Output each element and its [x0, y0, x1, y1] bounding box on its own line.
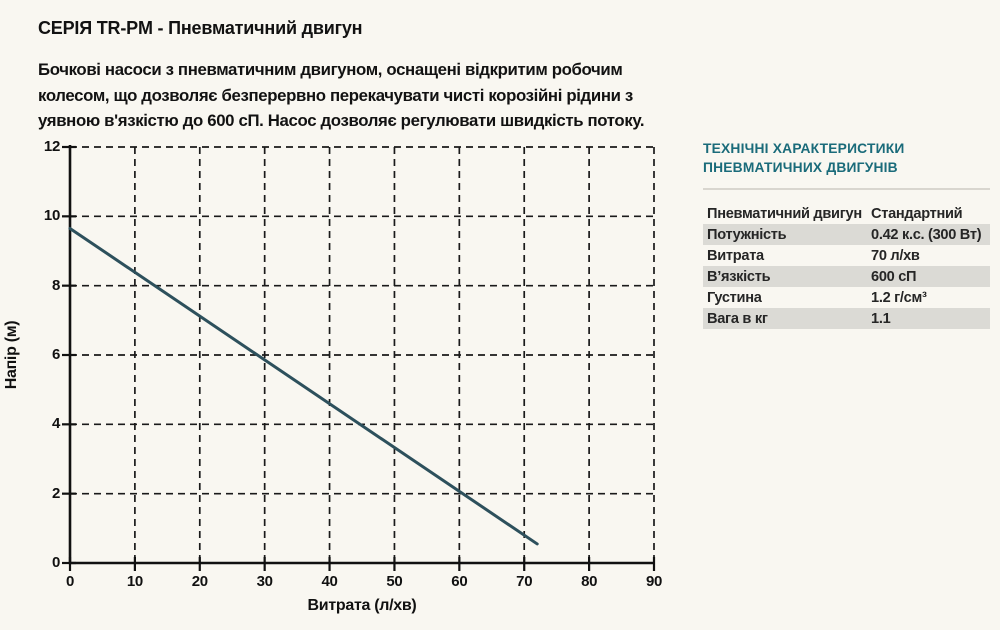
chart-canvas [70, 147, 654, 563]
spec-label: Потужність [707, 226, 787, 243]
product-description: Бочкові насоси з пневматичним двигуном, оснащені відкритим робочим колесом, що дозволяє безперервно перекачувати чисті корозійні рідини з уявною в'язкістю до 600 сП. Насос дозволяє регулювати швидкість потоку. [38, 60, 645, 131]
x-tick-label: 40 [321, 573, 338, 590]
spec-row [703, 203, 990, 224]
spec-row [703, 224, 990, 245]
y-tick-label: 6 [51, 346, 60, 363]
performance-chart [3, 138, 663, 614]
specs-divider [703, 188, 990, 190]
x-tick-label: 20 [191, 573, 208, 590]
y-tick-label: 8 [51, 276, 60, 294]
specs-heading-line2: ПНЕВМАТИЧНИХ ДВИГУНІВ [703, 160, 898, 175]
spec-value: 1.1 [871, 310, 891, 327]
spec-row [703, 308, 990, 329]
spec-row [703, 245, 990, 266]
spec-row [703, 287, 990, 308]
specs-heading [703, 139, 990, 177]
specs-heading-line1: ТЕХНІЧНІ ХАРАКТЕРИСТИКИ [703, 141, 905, 156]
y-tick-label: 10 [43, 207, 60, 225]
x-tick-label: 80 [581, 573, 598, 590]
x-tick-label: 10 [126, 573, 143, 590]
spec-value: 600 сП [871, 268, 917, 285]
spec-label: Вага в кг [707, 310, 768, 327]
x-tick-label: 30 [256, 573, 273, 590]
x-tick-label: 60 [451, 573, 468, 590]
performance-curve [70, 228, 537, 543]
spec-label: Пневматичний двигун [707, 205, 862, 222]
y-tick-label: 0 [51, 554, 60, 571]
page-title: СЕРІЯ TR-PM - Пневматичний двигун [38, 18, 363, 38]
spec-value: 0.42 к.с. (300 Вт) [871, 226, 982, 243]
spec-label: Густина [707, 289, 762, 306]
y-axis-label: Напір (м) [3, 320, 20, 390]
x-tick-label: 50 [386, 573, 403, 590]
y-tick-label: 2 [51, 484, 60, 502]
technical-specs-panel [703, 139, 990, 329]
spec-value: Стандартний [871, 205, 963, 222]
x-tick-label: 0 [65, 573, 75, 590]
spec-label: В’язкість [707, 268, 771, 285]
x-tick-label: 70 [516, 573, 533, 590]
x-tick-label: 90 [645, 573, 663, 590]
spec-row [703, 266, 990, 287]
specs-table [703, 203, 990, 329]
y-tick-label: 4 [51, 415, 60, 433]
spec-value: 70 л/хв [871, 247, 920, 264]
x-axis-label: Витрата (л/хв) [307, 597, 417, 614]
y-tick-label: 12 [43, 138, 60, 155]
spec-value: 1.2 г/см³ [871, 289, 927, 306]
spec-label: Витрата [707, 247, 764, 264]
